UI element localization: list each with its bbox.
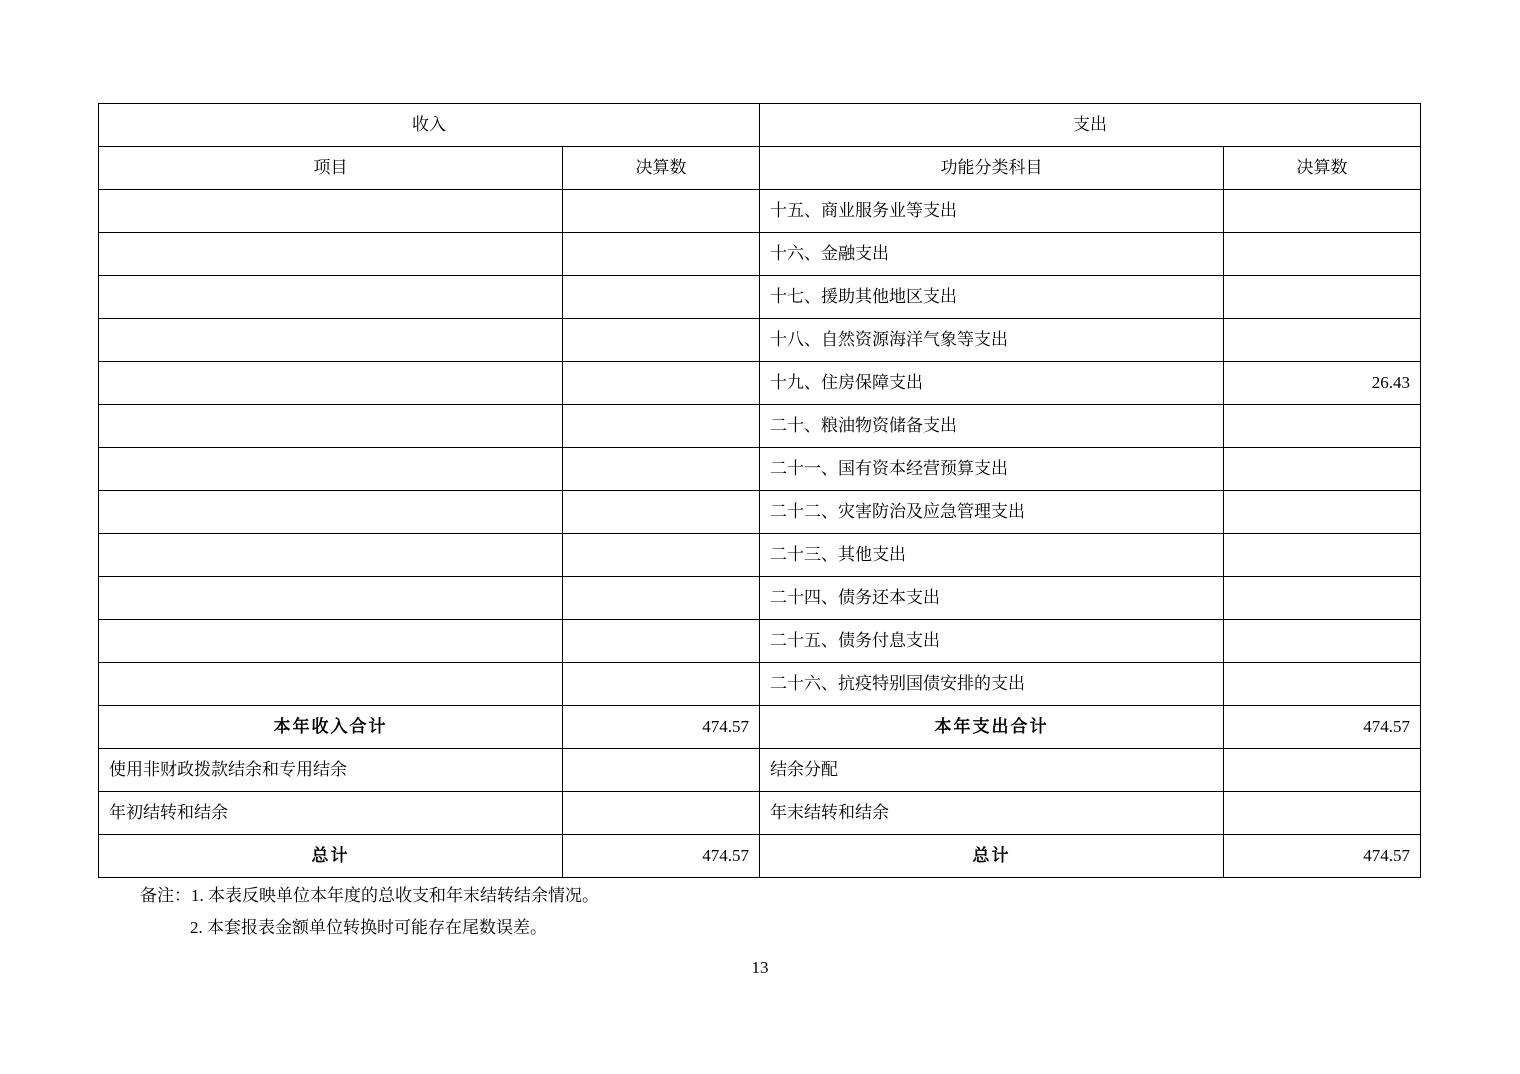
table-row — [99, 663, 1421, 706]
notes-line-2: 2. 本套报表金额单位转换时可能存在尾数误差。 — [190, 918, 547, 938]
table-row — [99, 577, 1421, 620]
cell-expenditure-amount — [1224, 276, 1421, 319]
group-header-income: 收入 — [99, 104, 760, 147]
cell-expenditure-item: 二十六、抗疫特别国债安排的支出 — [760, 663, 1224, 706]
cell-expenditure-item: 本年支出合计 — [760, 706, 1224, 749]
cell-expenditure-item: 总计 — [760, 835, 1224, 878]
cell-expenditure-item: 二十、粮油物资储备支出 — [760, 405, 1224, 448]
cell-income-item — [99, 319, 563, 362]
cell-income-item — [99, 577, 563, 620]
cell-expenditure-item: 二十二、灾害防治及应急管理支出 — [760, 491, 1224, 534]
cell-expenditure-item: 十八、自然资源海洋气象等支出 — [760, 319, 1224, 362]
cell-income-amount — [563, 276, 760, 319]
cell-expenditure-amount — [1224, 448, 1421, 491]
table-row — [99, 405, 1421, 448]
cell-expenditure-amount: 474.57 — [1224, 706, 1421, 749]
cell-expenditure-amount: 474.57 — [1224, 835, 1421, 878]
cell-income-amount — [563, 491, 760, 534]
table-row-carryover — [99, 792, 1421, 835]
cell-income-amount — [563, 749, 760, 792]
table-row-surplus-use — [99, 749, 1421, 792]
table-row-grand-total — [99, 835, 1421, 878]
cell-income-amount — [563, 620, 760, 663]
cell-income-amount — [563, 190, 760, 233]
cell-income-amount — [563, 534, 760, 577]
cell-expenditure-amount — [1224, 749, 1421, 792]
table-row — [99, 319, 1421, 362]
cell-expenditure-amount — [1224, 792, 1421, 835]
table-row — [99, 620, 1421, 663]
cell-income-amount — [563, 319, 760, 362]
table-notes — [140, 880, 599, 945]
cell-expenditure-amount — [1224, 491, 1421, 534]
cell-income-item — [99, 276, 563, 319]
table-body — [99, 104, 1421, 878]
cell-expenditure-item: 二十三、其他支出 — [760, 534, 1224, 577]
cell-income-item — [99, 233, 563, 276]
table-group-header-row — [99, 104, 1421, 147]
table-row — [99, 190, 1421, 233]
cell-expenditure-amount — [1224, 663, 1421, 706]
cell-income-item: 本年收入合计 — [99, 706, 563, 749]
cell-income-amount — [563, 233, 760, 276]
cell-income-amount: 474.57 — [563, 706, 760, 749]
cell-expenditure-item: 十六、金融支出 — [760, 233, 1224, 276]
final-accounts-table — [98, 103, 1421, 878]
table-row — [99, 491, 1421, 534]
table-row — [99, 448, 1421, 491]
cell-income-item — [99, 362, 563, 405]
cell-expenditure-amount — [1224, 233, 1421, 276]
notes-label: 备注： — [140, 886, 191, 905]
cell-income-item — [99, 405, 563, 448]
cell-income-item — [99, 534, 563, 577]
cell-income-item: 年初结转和结余 — [99, 792, 563, 835]
cell-expenditure-amount — [1224, 190, 1421, 233]
cell-expenditure-amount — [1224, 577, 1421, 620]
cell-income-item — [99, 190, 563, 233]
cell-expenditure-item: 十九、住房保障支出 — [760, 362, 1224, 405]
cell-income-item — [99, 663, 563, 706]
cell-expenditure-item: 二十四、债务还本支出 — [760, 577, 1224, 620]
cell-expenditure-item: 二十五、债务付息支出 — [760, 620, 1224, 663]
cell-income-item — [99, 620, 563, 663]
cell-income-item: 总计 — [99, 835, 563, 878]
cell-income-item — [99, 491, 563, 534]
cell-expenditure-item: 十七、援助其他地区支出 — [760, 276, 1224, 319]
cell-expenditure-item: 十五、商业服务业等支出 — [760, 190, 1224, 233]
cell-income-amount — [563, 448, 760, 491]
notes-line-1 — [140, 880, 599, 912]
group-header-expenditure: 支出 — [760, 104, 1421, 147]
cell-expenditure-item: 二十一、国有资本经营预算支出 — [760, 448, 1224, 491]
cell-expenditure-amount — [1224, 620, 1421, 663]
table-row — [99, 276, 1421, 319]
column-header-income-item: 项目 — [99, 147, 563, 190]
cell-income-amount — [563, 663, 760, 706]
table-row — [99, 362, 1421, 405]
column-header-income-amount: 决算数 — [563, 147, 760, 190]
cell-expenditure-amount — [1224, 405, 1421, 448]
cell-expenditure-item: 年末结转和结余 — [760, 792, 1224, 835]
cell-income-amount — [563, 792, 760, 835]
column-header-expenditure-amount: 决算数 — [1224, 147, 1421, 190]
cell-expenditure-amount: 26.43 — [1224, 362, 1421, 405]
cell-income-item: 使用非财政拨款结余和专用结余 — [99, 749, 563, 792]
cell-expenditure-amount — [1224, 534, 1421, 577]
notes-text-1: 1. 本表反映单位本年度的总收支和年末结转结余情况。 — [191, 886, 599, 905]
cell-income-amount: 474.57 — [563, 835, 760, 878]
cell-expenditure-item: 结余分配 — [760, 749, 1224, 792]
table-column-header-row — [99, 147, 1421, 190]
page-number: 13 — [751, 958, 769, 977]
table-row — [99, 534, 1421, 577]
column-header-expenditure-item: 功能分类科目 — [760, 147, 1224, 190]
table-row — [99, 233, 1421, 276]
cell-income-amount — [563, 405, 760, 448]
cell-income-item — [99, 448, 563, 491]
cell-income-amount — [563, 577, 760, 620]
table-row-total-year — [99, 706, 1421, 749]
cell-income-amount — [563, 362, 760, 405]
cell-expenditure-amount — [1224, 319, 1421, 362]
